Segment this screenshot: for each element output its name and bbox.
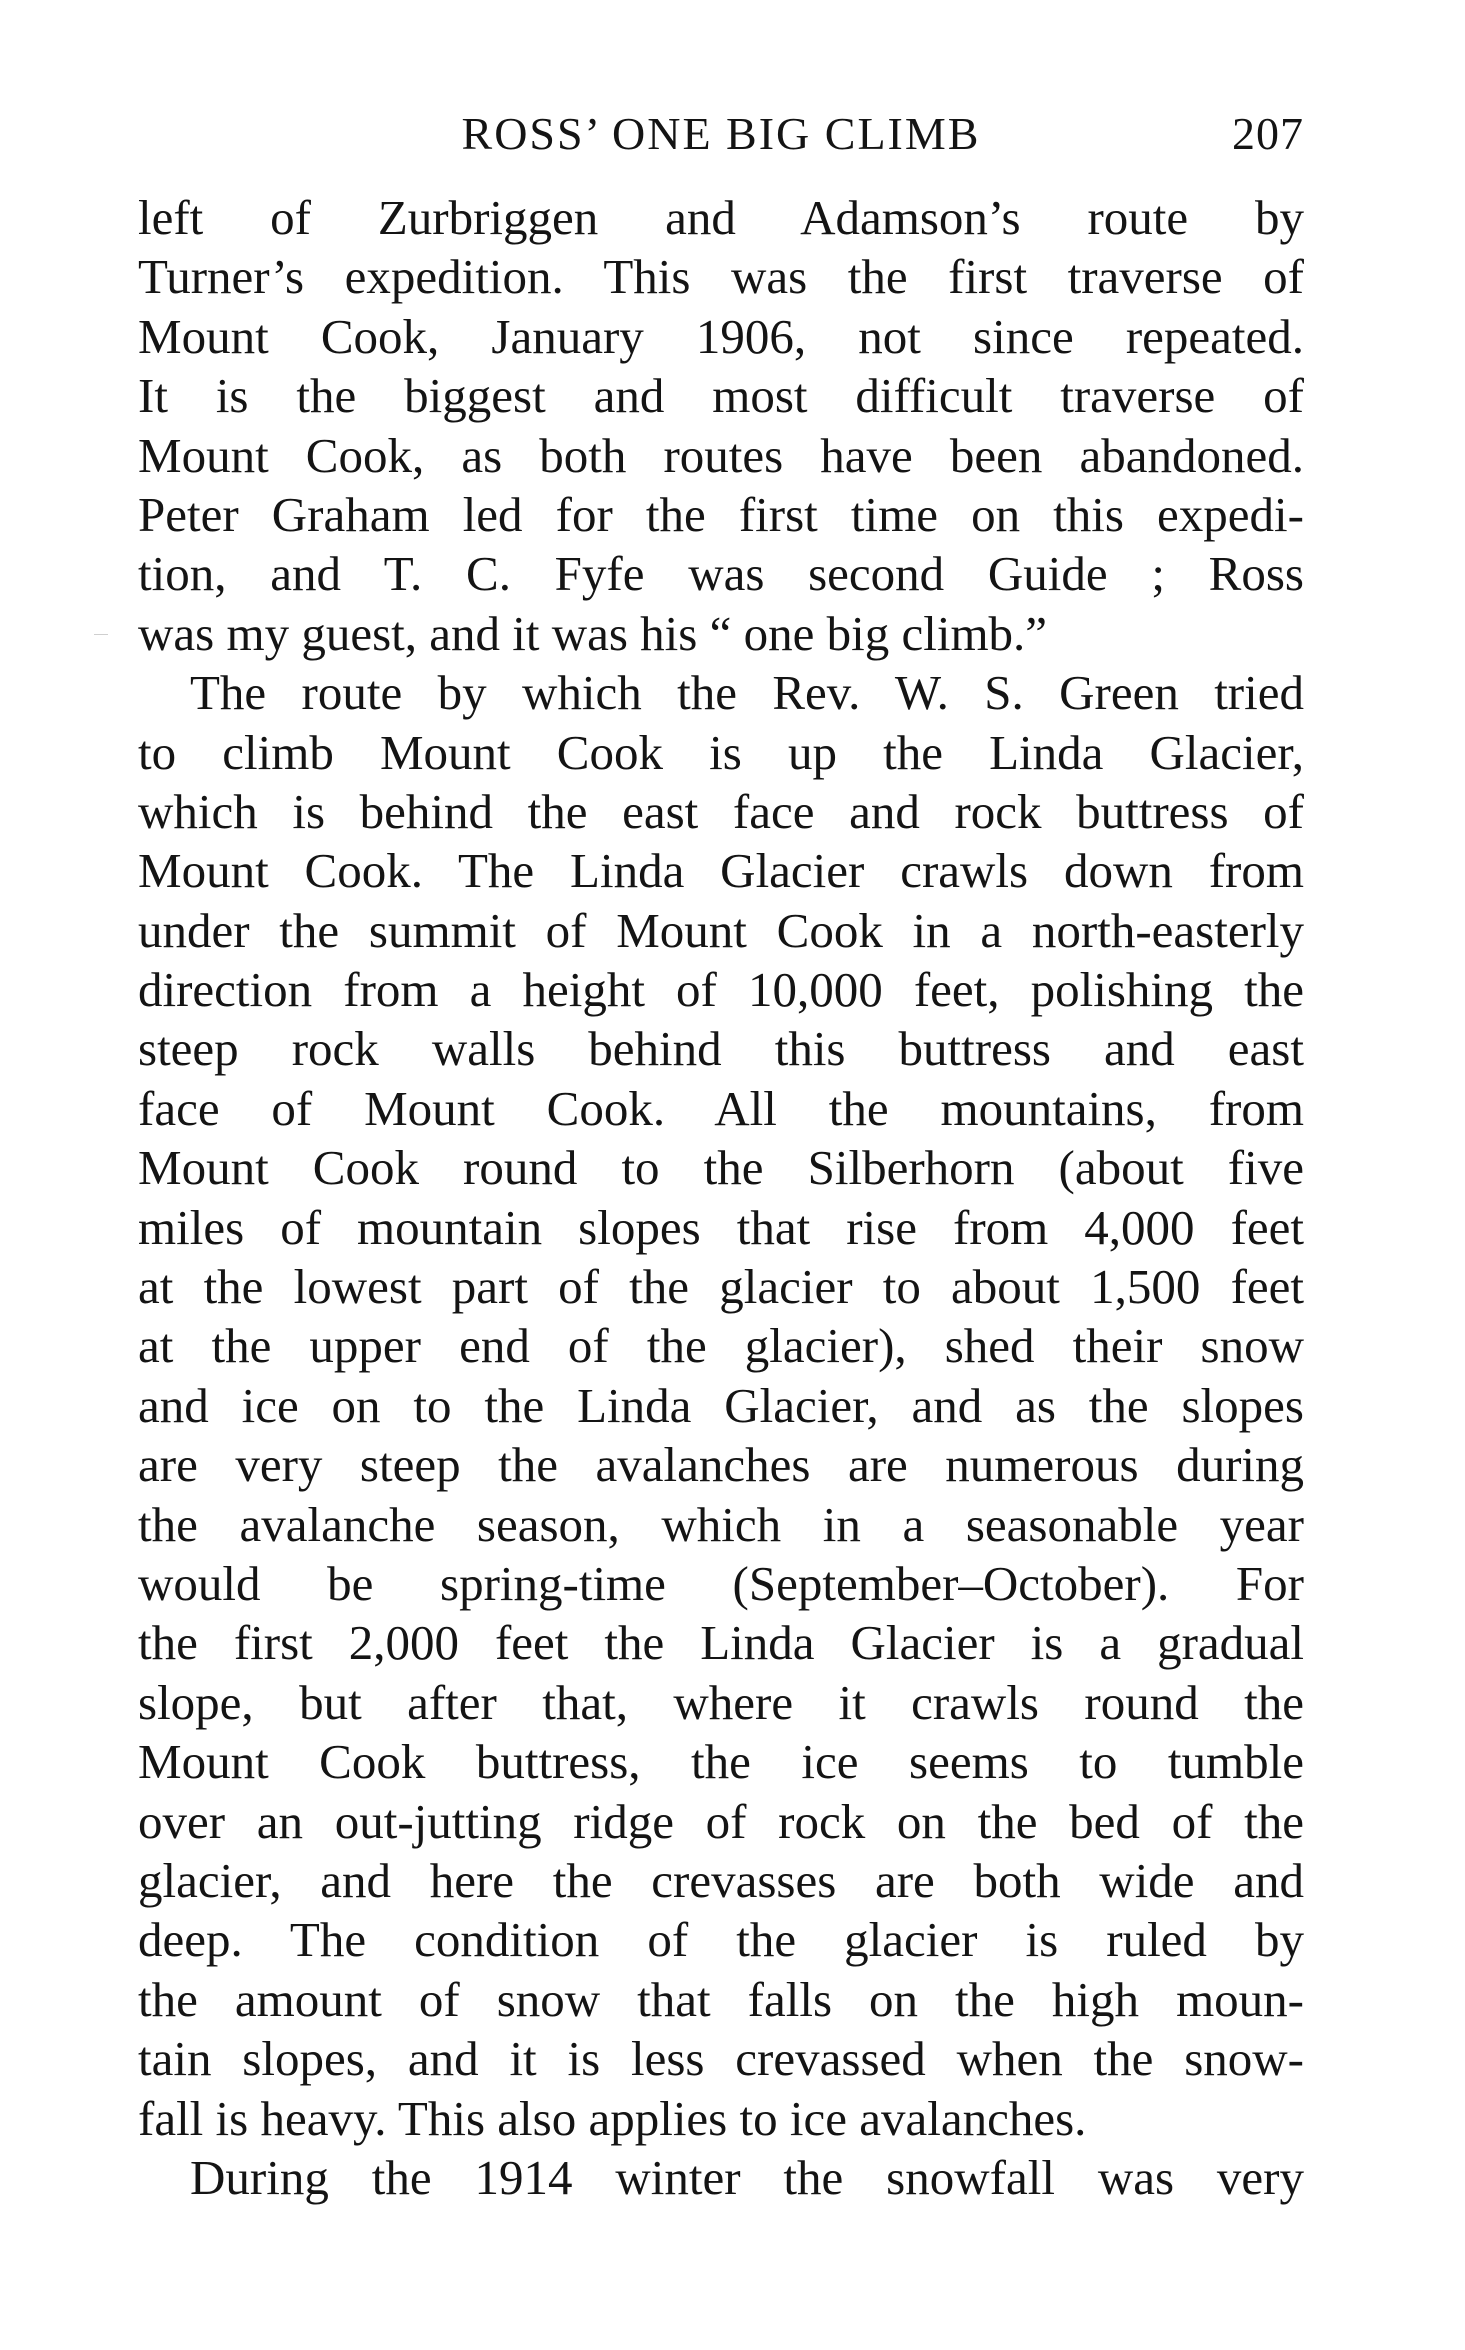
- text-line: to climb Mount Cook is up the Linda Glacier,: [138, 724, 1304, 780]
- text-line: miles of mountain slopes that rise from 4,000 feet: [138, 1199, 1304, 1255]
- text-line: the amount of snow that falls on the high moun-: [138, 1971, 1304, 2027]
- text-line: under the summit of Mount Cook in a north-easterly: [138, 902, 1304, 958]
- text-line: glacier, and here the crevasses are both wide and: [138, 1852, 1304, 1908]
- body-text: [138, 188, 1304, 2207]
- text-line: at the lowest part of the glacier to about 1,500 feet: [138, 1259, 1304, 1315]
- text-line: and ice on to the Linda Glacier, and as the slopes: [138, 1377, 1304, 1433]
- text-line: Mount Cook, as both routes have been abandoned.: [138, 427, 1304, 483]
- page-number: 207: [1232, 108, 1304, 159]
- text-line: the avalanche season, which in a seasonable year: [138, 1496, 1304, 1552]
- text-line: tion, and T. C. Fyfe was second Guide ; Ross: [138, 546, 1304, 602]
- text-line: deep. The condition of the glacier is ruled by: [138, 1912, 1304, 1968]
- text-line: which is behind the east face and rock buttress of: [138, 783, 1304, 839]
- text-line: Peter Graham led for the first time on this expedi-: [138, 486, 1304, 542]
- text-line: Mount Cook buttress, the ice seems to tumble: [138, 1734, 1304, 1790]
- text-line: over an out-jutting ridge of rock on the bed of the: [138, 1793, 1304, 1849]
- margin-mark: [94, 634, 108, 635]
- text-line: was my guest, and it was his “ one big climb.”: [138, 605, 1048, 661]
- running-title: ROSS’ ONE BIG CLIMB: [461, 108, 981, 159]
- text-line: fall is heavy. This also applies to ice avalanches.: [138, 2090, 1087, 2146]
- text-line: It is the biggest and most difficult traverse of: [138, 368, 1304, 424]
- text-line: would be spring-time (September–October). For: [138, 1555, 1304, 1611]
- text-line: Mount Cook. The Linda Glacier crawls down from: [138, 843, 1304, 899]
- text-line: Turner’s expedition. This was the first traverse of: [138, 249, 1304, 305]
- text-line: The route by which the Rev. W. S. Green tried: [190, 665, 1304, 721]
- running-head: [138, 98, 1304, 170]
- text-line: tain slopes, and it is less crevassed when the snow-: [138, 2031, 1304, 2087]
- text-line: slope, but after that, where it crawls round the: [138, 1674, 1304, 1730]
- text-line: the first 2,000 feet the Linda Glacier is a gradual: [138, 1615, 1304, 1671]
- text-line: steep rock walls behind this buttress and east: [138, 1021, 1304, 1077]
- text-line: left of Zurbriggen and Adamson’s route by: [138, 190, 1304, 245]
- text-line: face of Mount Cook. All the mountains, from: [138, 1080, 1304, 1136]
- text-line: are very steep the avalanches are numerous during: [138, 1437, 1304, 1493]
- text-line: Mount Cook, January 1906, not since repeated.: [138, 308, 1304, 364]
- text-line: During the 1914 winter the snowfall was very: [190, 2149, 1304, 2205]
- text-line: direction from a height of 10,000 feet, polishing the: [138, 962, 1304, 1018]
- text-line: at the upper end of the glacier), shed their snow: [138, 1318, 1304, 1374]
- text-line: Mount Cook round to the Silberhorn (about five: [138, 1140, 1304, 1196]
